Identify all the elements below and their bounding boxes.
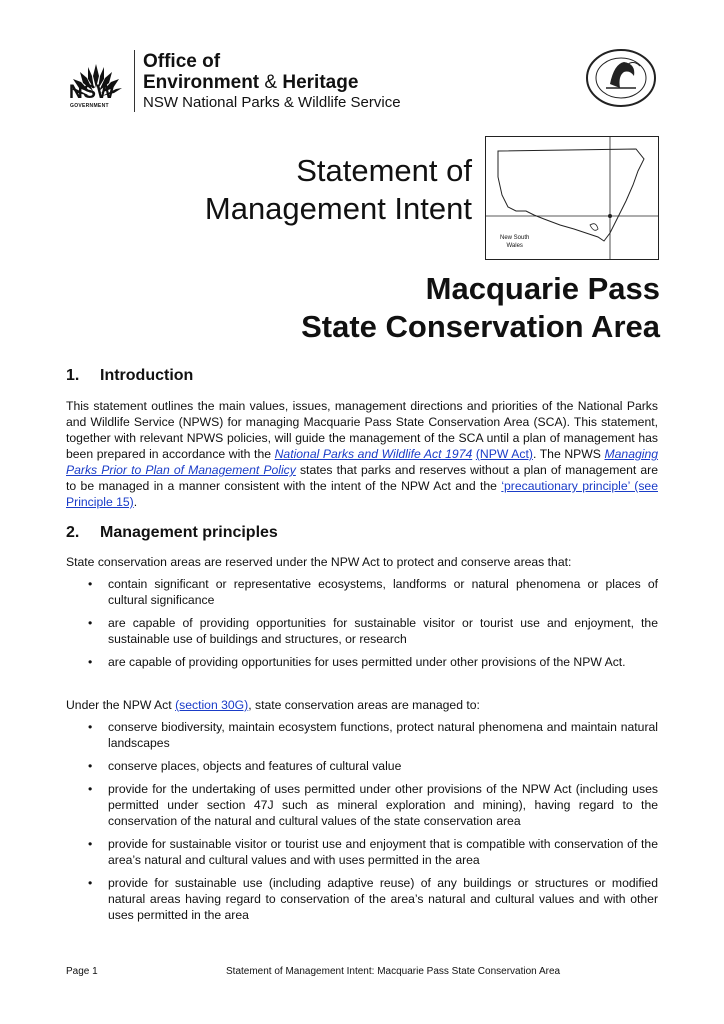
org-line-1: Office of (143, 51, 221, 72)
org-ampersand: & (264, 72, 278, 93)
org-heritage: Heritage (282, 72, 359, 93)
managing-parks-policy-link[interactable]: Managing Parks Prior to Plan of Management Policy (66, 447, 659, 477)
npws-emblem-icon (584, 48, 658, 108)
management-objectives-list (66, 719, 658, 930)
intro-text-4: . (133, 495, 138, 509)
footer-title: Statement of Management Intent: Macquarie Pass State Conservation Area (226, 966, 561, 977)
statement-line-2: Management Intent (204, 191, 472, 226)
management-intro (66, 697, 658, 713)
section-2-title: Management principles (100, 524, 278, 541)
list-item: • conserve biodiversity, maintain ecosystem functions, protect natural phenomena and maintain natural landscapes (66, 719, 658, 751)
page-number: Page 1 (66, 966, 98, 977)
list-item: • conserve places, objects and features of cultural value (66, 758, 658, 774)
intro-text-1: This statement outlines the main values, issues, management directions and priorities of the National Parks and Wildlife Service (NPWS) for managing Macquarie Pass State Conservation Area (SCA). This statement, together with relevant NPWS policies, will guide the management of the SCA until a plan of management has been prepared in accordance with the (66, 399, 658, 461)
org-line-3: NSW National Parks & Wildlife Service (143, 94, 401, 111)
page-header (66, 44, 666, 114)
list-item: • provide for sustainable visitor or tourist use and enjoyment that is compatible with conservation of the area’s natural and cultural values and with uses permitted in the area (66, 836, 658, 868)
section-1-title: Introduction (100, 367, 194, 384)
logo-divider (134, 50, 135, 112)
section-1-heading (66, 367, 193, 385)
title-line-1: Macquarie Pass (425, 271, 660, 306)
list-item: • are capable of providing opportunities for sustainable visitor or tourist use and enjoyment, the sustainable use of buildings and structures, or research (66, 615, 658, 647)
section-30g-link[interactable]: (section 30G) (175, 698, 249, 712)
document-type-heading (205, 152, 472, 228)
intro-text-3: states that parks and reserves without a plan of management are to be managed in a manner consistent with the intent of the NPW Act and the (66, 463, 659, 493)
list-item: • contain significant or representative ecosystems, landforms or natural phenomena or places of cultural significance (66, 576, 658, 608)
list-item: • provide for the undertaking of uses permitted under other provisions of the NPW Act (including uses permitted under section 47J such as mineral exploration and mining), having regard to the conservation of the natural and cultural values of the state conservation area (66, 781, 658, 829)
principles-intro: State conservation areas are reserved under the NPW Act to protect and conserve areas that: (66, 555, 572, 569)
intro-text-2: . The NPWS (532, 447, 605, 461)
organisation-name (143, 52, 401, 113)
org-environment: Environment (143, 72, 260, 93)
page-title (301, 270, 660, 346)
org-line-2 (143, 72, 401, 93)
management-intro-text-2: , state conservation areas are managed to: (248, 698, 480, 712)
nsw-government-label: GOVERNMENT (70, 103, 109, 109)
map-label-line-2: Wales (506, 243, 523, 249)
map-label-line-1: New South (500, 235, 530, 241)
statement-line-1: Statement of (296, 153, 472, 188)
nsw-wordmark: NSW (69, 82, 115, 103)
npw-act-link[interactable]: National Parks and Wildlife Act 1974 (274, 447, 473, 461)
npw-act-abbrev-link[interactable]: (NPW Act) (475, 447, 533, 461)
title-line-2: State Conservation Area (301, 309, 660, 344)
section-2-number: 2. (66, 524, 80, 541)
introduction-paragraph (66, 398, 658, 510)
section-1-number: 1. (66, 367, 80, 384)
map-label (500, 234, 529, 250)
section-2-heading (66, 524, 278, 542)
list-item: • provide for sustainable use (including adaptive reuse) of any buildings or structures or modified natural areas having regard to conservation of the area’s natural and cultural values and with other uses permitted in the area (66, 875, 658, 923)
list-item: • are capable of providing opportunities for uses permitted under other provisions of the NPW Act. (66, 654, 658, 670)
precautionary-principle-link[interactable]: ‘precautionary principle’ (see Principle 15) (66, 479, 658, 509)
location-map (485, 136, 659, 260)
reservation-purposes-list (66, 576, 658, 677)
management-intro-text-1: Under the NPW Act (66, 698, 176, 712)
